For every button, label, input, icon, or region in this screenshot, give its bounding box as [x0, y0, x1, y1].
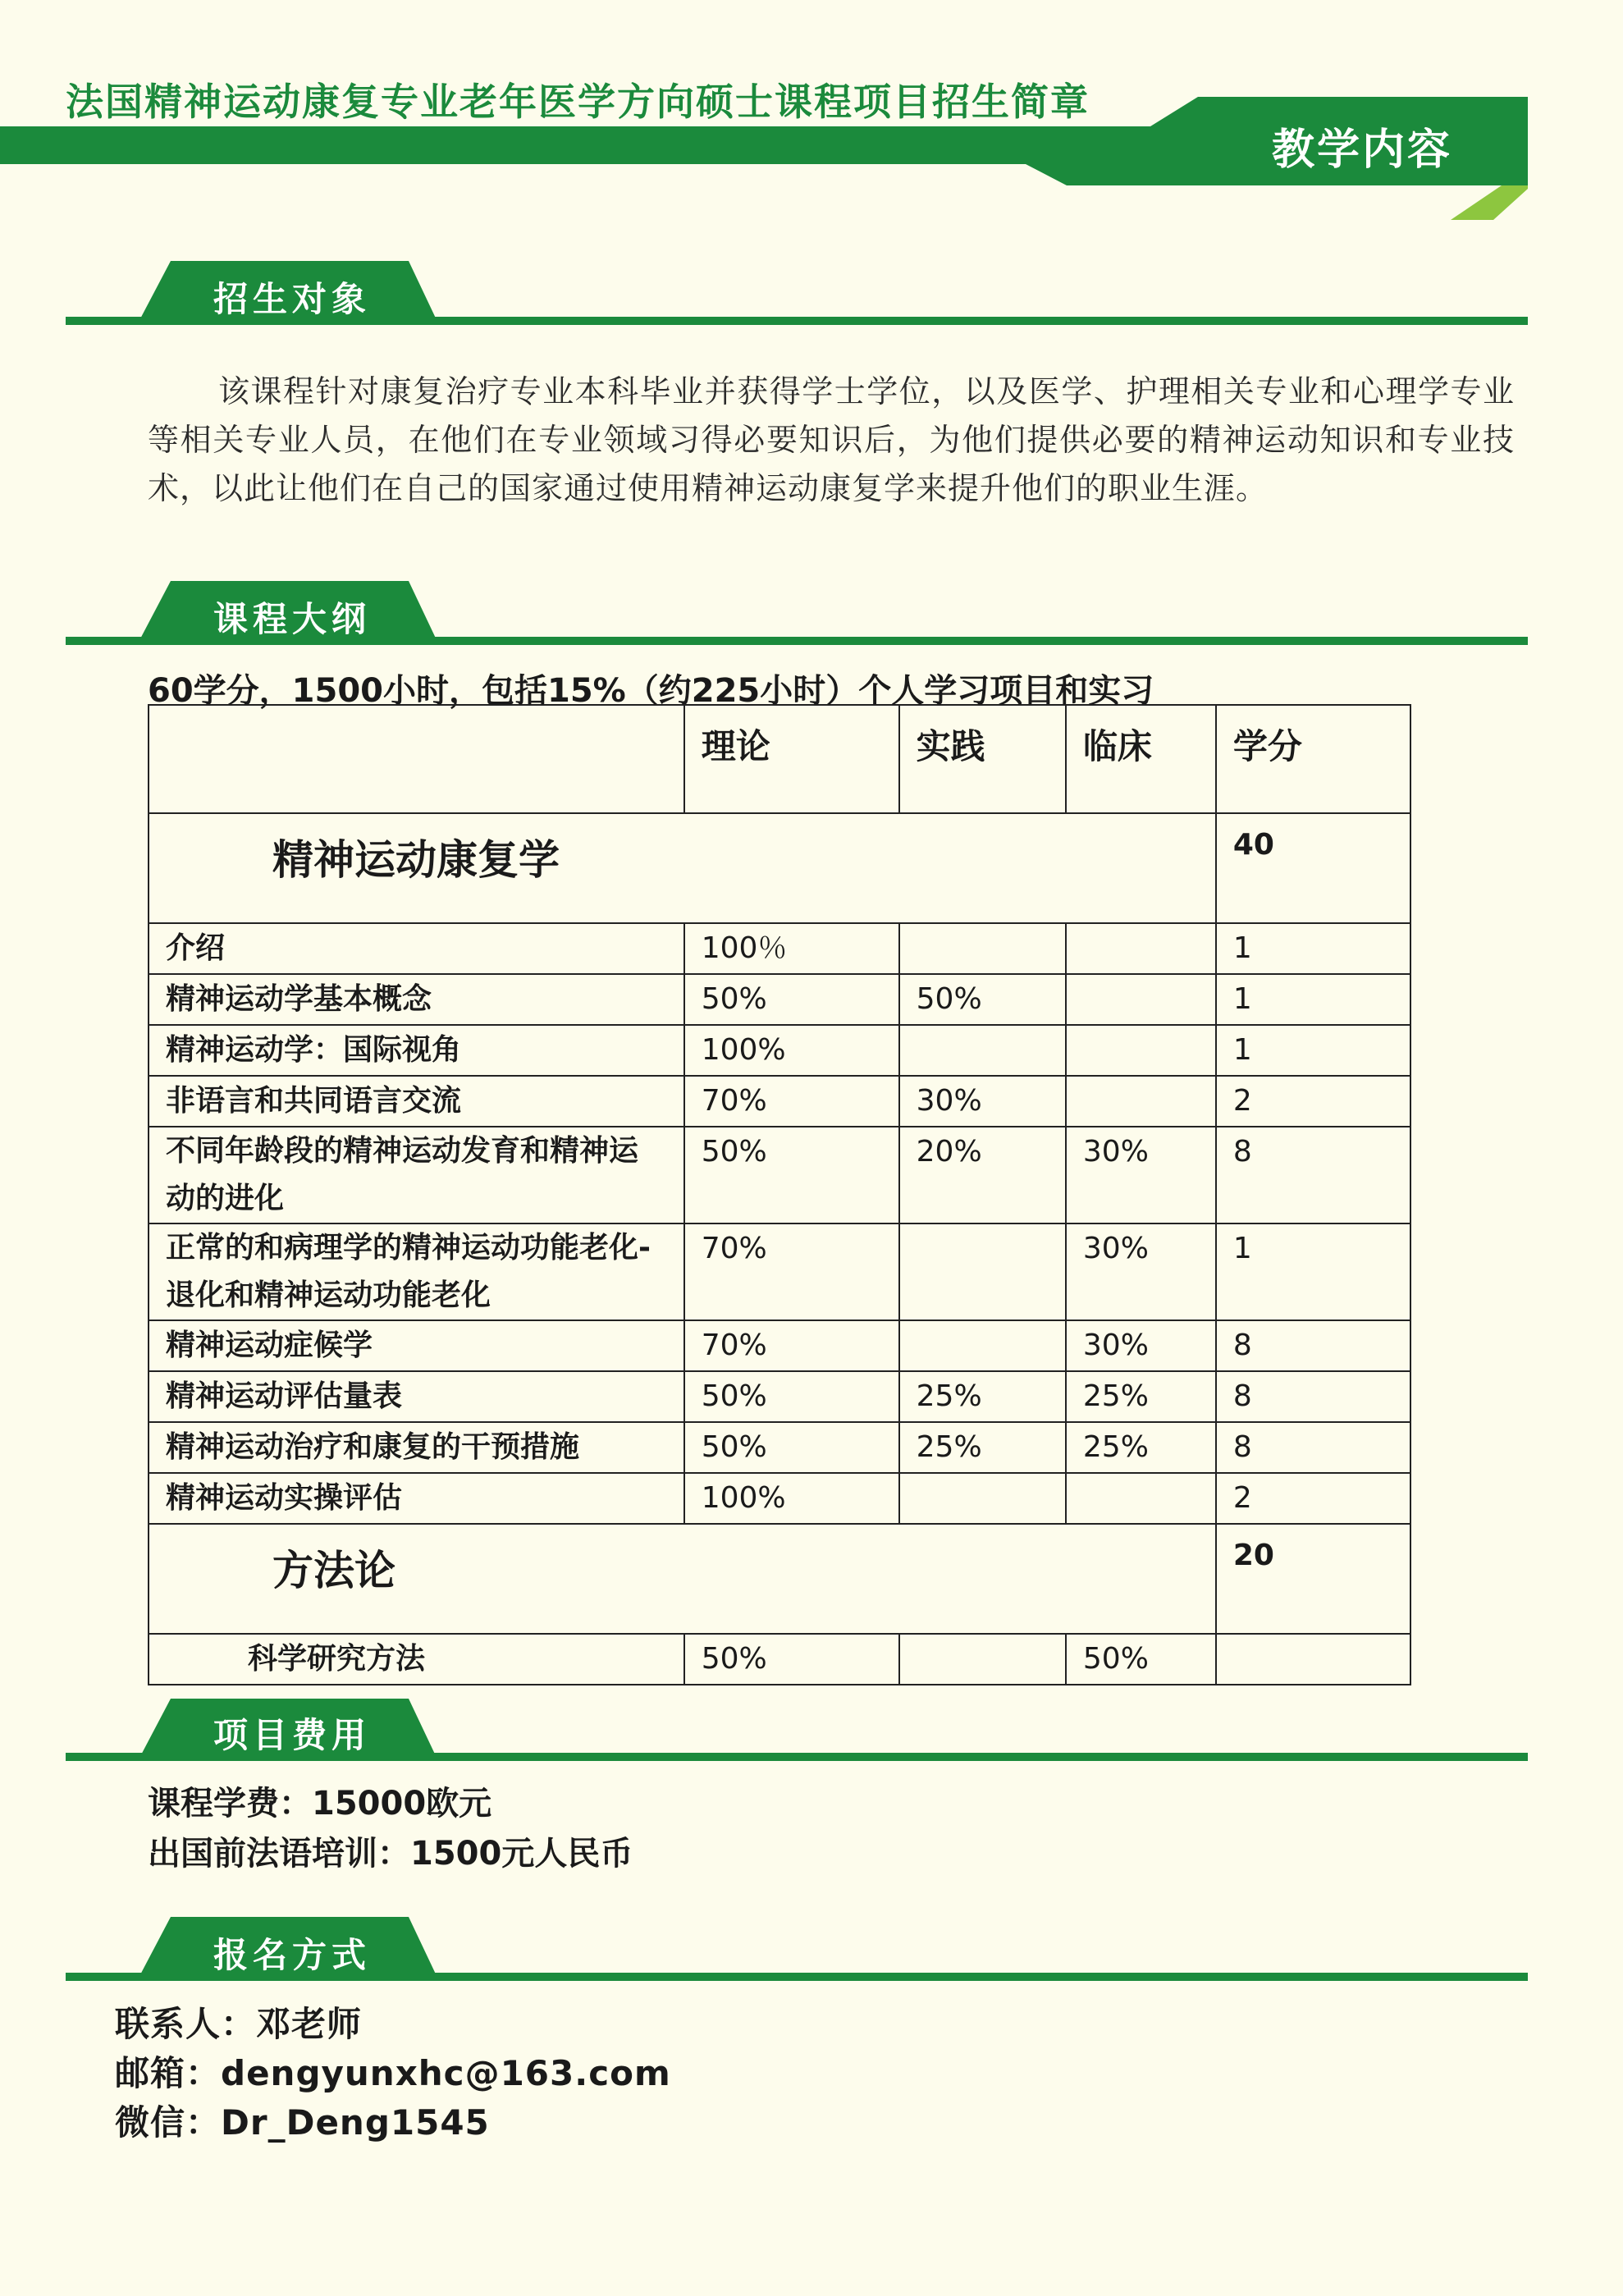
header-cell-credits: 学分 — [1216, 705, 1410, 813]
clinical-cell: 30% — [1066, 1320, 1216, 1371]
clinical-cell: 25% — [1066, 1371, 1216, 1422]
course-name: 正常的和病理学的精神运动功能老化-退化和精神运动功能老化 — [149, 1223, 684, 1320]
course-name: 科学研究方法 — [149, 1634, 684, 1685]
group-row — [149, 1524, 1410, 1634]
french-training-fee: 出国前法语培训：1500元人民币 — [148, 1835, 633, 1873]
credits-cell: 2 — [1216, 1473, 1410, 1524]
clinical-cell: 30% — [1066, 1223, 1216, 1320]
table-row — [149, 1473, 1410, 1524]
table-row — [149, 1025, 1410, 1076]
credits-cell: 1 — [1216, 974, 1410, 1025]
table-row — [149, 1127, 1410, 1223]
group-name: 方法论 — [149, 1524, 1216, 1634]
theory-cell: 100% — [684, 1025, 899, 1076]
document-title: 法国精神运动康复专业老年医学方向硕士课程项目招生简章 — [66, 80, 1090, 124]
credits-cell: 8 — [1216, 1320, 1410, 1371]
theory-cell: 50% — [684, 974, 899, 1025]
clinical-cell — [1066, 974, 1216, 1025]
credits-cell: 8 — [1216, 1127, 1410, 1223]
course-name: 精神运动学基本概念 — [149, 974, 684, 1025]
header-cell — [149, 705, 684, 813]
section-title-syllabus: 课程大纲 — [213, 599, 372, 639]
group-name: 精神运动康复学 — [149, 813, 1216, 923]
clinical-cell: 30% — [1066, 1127, 1216, 1223]
practice-cell: 25% — [899, 1422, 1066, 1473]
tuition-fee: 课程学费：15000欧元 — [148, 1785, 492, 1823]
course-name: 精神运动症候学 — [149, 1320, 684, 1371]
credits-cell: 1 — [1216, 1025, 1410, 1076]
clinical-cell: 25% — [1066, 1422, 1216, 1473]
clinical-cell — [1066, 1473, 1216, 1524]
header-cell-clinical: 临床 — [1066, 705, 1216, 813]
practice-cell: 20% — [899, 1127, 1066, 1223]
theory-cell: 100％ — [684, 923, 899, 974]
table-row — [149, 1320, 1410, 1371]
group-credits: 20 — [1216, 1524, 1410, 1634]
theory-cell: 70% — [684, 1076, 899, 1127]
banner-accent-corner — [1451, 185, 1528, 220]
table-row — [149, 1076, 1410, 1127]
credits-cell: 1 — [1216, 1223, 1410, 1320]
group-row — [149, 813, 1410, 923]
table-row — [149, 974, 1410, 1025]
section-title-fees: 项目费用 — [213, 1715, 372, 1755]
group-credits: 40 — [1216, 813, 1410, 923]
credits-cell: 8 — [1216, 1371, 1410, 1422]
course-name: 介绍 — [149, 923, 684, 974]
theory-cell: 50% — [684, 1422, 899, 1473]
course-name: 精神运动评估量表 — [149, 1371, 684, 1422]
practice-cell — [899, 1473, 1066, 1524]
practice-cell: 30% — [899, 1076, 1066, 1127]
table-row — [149, 923, 1410, 974]
syllabus-summary: 60学分，1500小时，包括15%（约225小时）个人学习项目和实习 — [148, 672, 1154, 710]
course-table — [148, 704, 1411, 1685]
table-row — [149, 1422, 1410, 1473]
clinical-cell: 50% — [1066, 1634, 1216, 1685]
practice-cell — [899, 923, 1066, 974]
theory-cell: 70% — [684, 1223, 899, 1320]
practice-cell — [899, 1320, 1066, 1371]
section-title-enrollment: 招生对象 — [213, 279, 372, 319]
theory-cell: 50% — [684, 1371, 899, 1422]
credits-cell: 2 — [1216, 1076, 1410, 1127]
course-name: 精神运动治疗和康复的干预措施 — [149, 1422, 684, 1473]
banner-label: 教学内容 — [1272, 126, 1453, 175]
clinical-cell — [1066, 1076, 1216, 1127]
course-name: 精神运动实操评估 — [149, 1473, 684, 1524]
contact-email: 邮箱：dengyunxhc@163.com — [115, 2053, 671, 2093]
practice-cell: 25% — [899, 1371, 1066, 1422]
course-name: 精神运动学：国际视角 — [149, 1025, 684, 1076]
practice-cell — [899, 1634, 1066, 1685]
course-name: 不同年龄段的精神运动发育和精神运动的进化 — [149, 1127, 684, 1223]
credits-cell: 1 — [1216, 923, 1410, 974]
credits-cell — [1216, 1634, 1410, 1685]
header-cell-practice: 实践 — [899, 705, 1066, 813]
credits-cell: 8 — [1216, 1422, 1410, 1473]
table-row — [149, 1223, 1410, 1320]
table-row — [149, 1634, 1410, 1685]
table-row — [149, 1371, 1410, 1422]
contact-person: 联系人：邓老师 — [115, 2004, 363, 2044]
contact-wechat: 微信：Dr_Deng1545 — [115, 2102, 490, 2143]
enrollment-description: 该课程针对康复治疗专业本科毕业并获得学士学位，以及医学、护理相关专业和心理学专业等相关专业人员，在他们在专业领域习得必要知识后，为他们提供必要的精神运动知识和专业技术，以此让他们在自己的国家通过使用精神运动康复学来提升他们的职业生涯。 — [148, 373, 1515, 506]
clinical-cell — [1066, 923, 1216, 974]
practice-cell — [899, 1223, 1066, 1320]
theory-cell: 50% — [684, 1634, 899, 1685]
practice-cell: 50% — [899, 974, 1066, 1025]
theory-cell: 70% — [684, 1320, 899, 1371]
clinical-cell — [1066, 1025, 1216, 1076]
table-header-row — [149, 705, 1410, 813]
section-title-apply: 报名方式 — [213, 1935, 372, 1975]
practice-cell — [899, 1025, 1066, 1076]
header-cell-theory: 理论 — [684, 705, 899, 813]
course-name: 非语言和共同语言交流 — [149, 1076, 684, 1127]
theory-cell: 50% — [684, 1127, 899, 1223]
theory-cell: 100% — [684, 1473, 899, 1524]
